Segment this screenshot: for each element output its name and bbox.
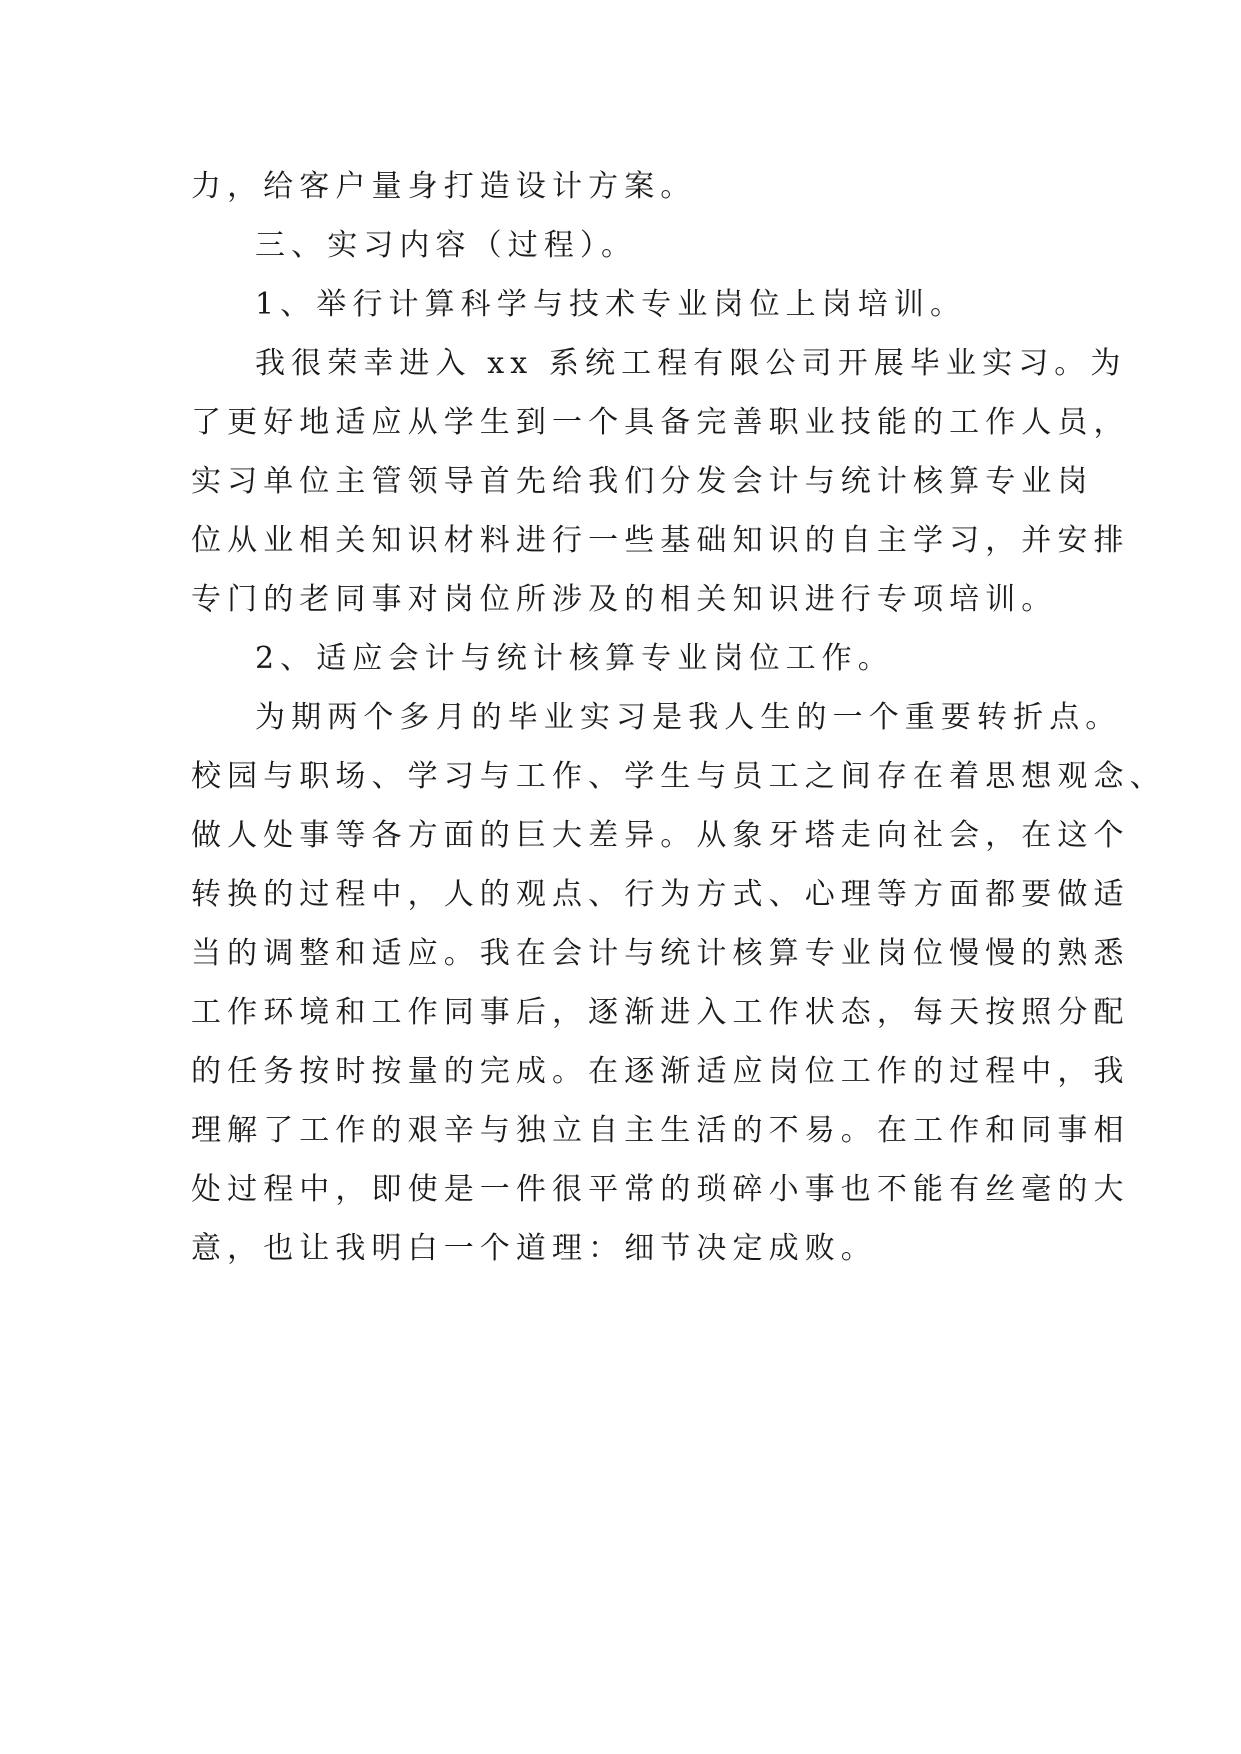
body-text-line: 了更好地适应从学生到一个具备完善职业技能的工作人员，: [191, 405, 1130, 440]
body-text-line: 处过程中，即使是一件很平常的琐碎小事也不能有丝毫的大: [191, 1172, 1130, 1207]
body-text-line: 的任务按时按量的完成。在逐渐适应岗位工作的过程中，我: [191, 1054, 1130, 1089]
body-text-line: 专门的老同事对岗位所涉及的相关知识进行专项培训。: [191, 582, 1058, 617]
paragraph-first-line: 为期两个多月的毕业实习是我人生的一个重要转折点。: [255, 700, 1122, 735]
body-text-line: 意，也让我明白一个道理：细节决定成败。: [191, 1231, 877, 1266]
body-text-line: 工作环境和工作同事后，逐渐进入工作状态，每天按照分配: [191, 995, 1130, 1030]
body-text-line: 当的调整和适应。我在会计与统计核算专业岗位慢慢的熟悉: [191, 936, 1130, 971]
body-text-line: 校园与职场、学习与工作、学生与员工之间存在着思想观念、: [191, 759, 1166, 794]
subsection-heading: 1、举行计算科学与技术专业岗位上岗培训。: [255, 287, 967, 322]
body-text-line: 理解了工作的艰辛与独立自主生活的不易。在工作和同事相: [191, 1113, 1130, 1148]
paragraph-first-line: 我很荣幸进入 xx 系统工程有限公司开展毕业实习。为: [255, 346, 1127, 381]
body-text-line: 转换的过程中，人的观点、行为方式、心理等方面都要做适: [191, 877, 1130, 912]
body-text-line: 位从业相关知识材料进行一些基础知识的自主学习，并安排: [191, 523, 1130, 558]
section-heading: 三、实习内容（过程）。: [255, 228, 638, 263]
body-text-line: 做人处事等各方面的巨大差异。从象牙塔走向社会，在这个: [191, 818, 1130, 853]
subsection-heading: 2、适应会计与统计核算专业岗位工作。: [255, 641, 894, 676]
body-text-line: 实习单位主管领导首先给我们分发会计与统计核算专业岗: [191, 464, 1094, 499]
body-text-line: 力，给客户量身打造设计方案。: [191, 169, 697, 204]
